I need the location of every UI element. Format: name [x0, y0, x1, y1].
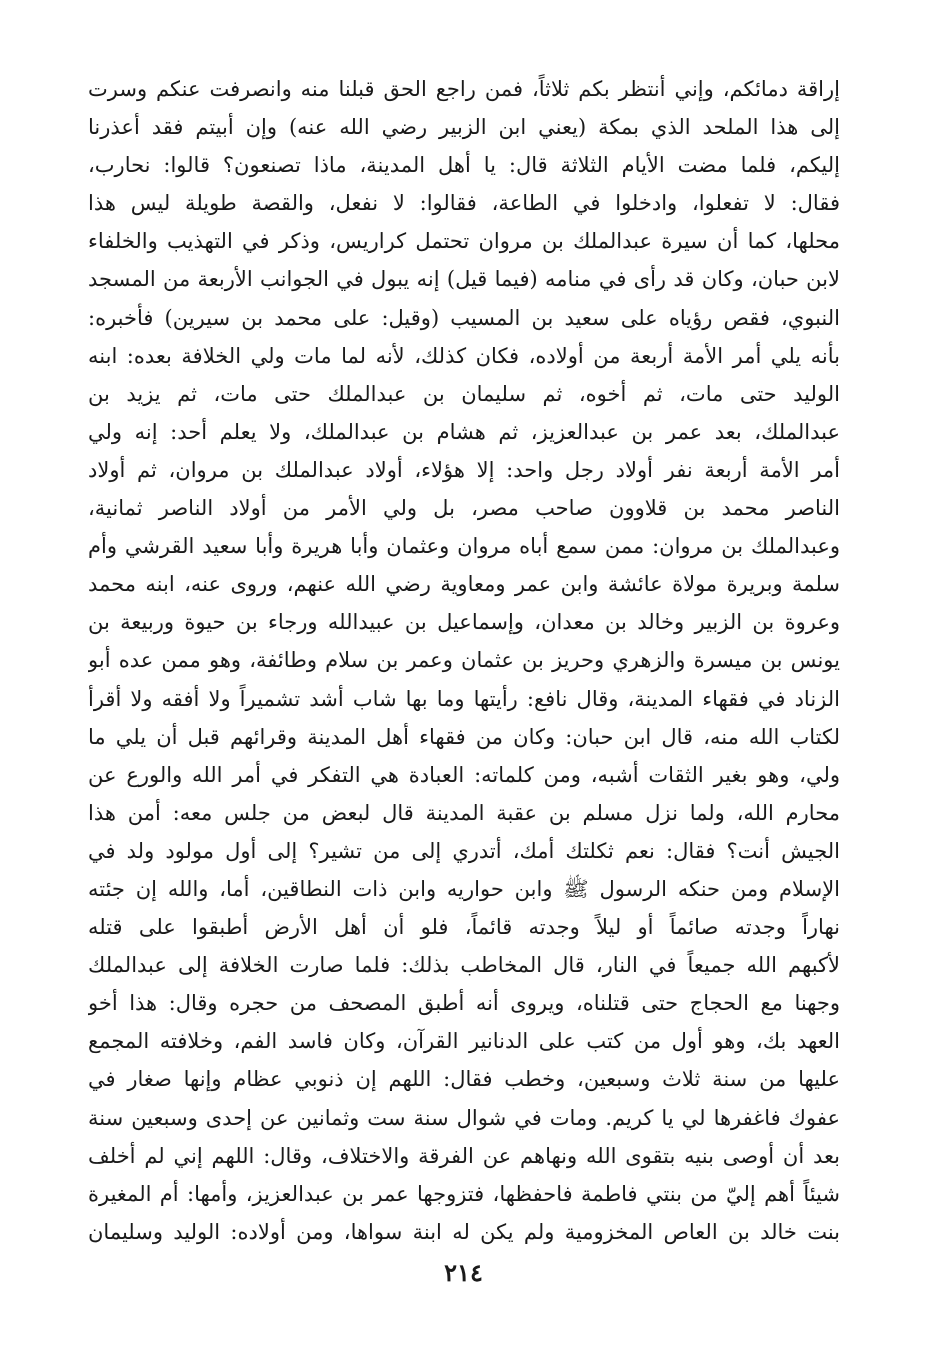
text-line: إراقة دمائكم، وإني أنتظر بكم ثلاثاً، فمن راجع الحق قبلنا منه وانصرفت عنكم وسرت: [88, 77, 840, 101]
text-line: الزناد في فقهاء المدينة، وقال نافع: رأيتها وما بها شاب أشد تشميراً ولا أفقه ولا أقرأ: [88, 686, 840, 711]
text-line: ولي، وهو بغير الثقات أشبه، ومن كلماته: العبادة هي التفكر في أمر الله والورع عن: [88, 762, 840, 787]
text-line: محلها، كما أن سيرة عبدالملك بن مروان تحتمل كراريس، وذكر في التهذيب والخلفاء: [88, 229, 840, 254]
text-line: أمر الأمة أربعة نفر أولاد رجل واحد: إلا هؤلاء، أولاد عبدالملك بن مروان، ثم أولاد: [88, 457, 840, 482]
text-line: الإسلام ومن حنكه الرسول ﷺ وابن حواريه وابن ذات النطاقين، أما، والله إن جئته: [88, 876, 840, 901]
text-line: الناصر محمد بن قلاوون صاحب مصر، بل ولي الأمر من أولاد الناصر ثمانية،: [88, 496, 840, 521]
body-text: [88, 70, 840, 1251]
text-line: إليكم، فلما مضت الأيام الثلاثة قال: يا أهل المدينة، ماذا تصنعون؟ قالوا: نحارب،: [88, 153, 840, 178]
text-line: النبوي، فقص رؤياه على سعيد بن المسيب (وقيل: على محمد بن سيرين) فأخبره:: [88, 305, 840, 330]
text-line: العهد بك، وهو أول من كتب على الدنانير القرآن، وكان فاسد الفم، وخلافته المجمع: [88, 1029, 840, 1054]
text-line: بعد أن أوصى بنيه بتقوى الله ونهاهم عن الفرقة والاختلاف، وقال: اللهم إني لم أخلف: [88, 1143, 840, 1168]
text-line: عفوك فاغفرها لي يا كريم. ومات في شوال سنة ست وثمانين عن إحدى وسبعين سنة: [88, 1105, 840, 1130]
text-line: بأنه يلي أمر الأمة أربعة من أولاده، فكان كذلك، لأنه لما مات ولي الخلافة بعده: ابنه: [88, 343, 840, 368]
text-line: إلى هذا الملحد الذي بمكة (يعني ابن الزبير رضي الله عنه) وإن أبيتم فقد أعذرنا: [88, 115, 840, 140]
text-line: الجيش أنت؟ فقال: نعم ثكلتك أمك، أتدري إلى من تشير؟ إلى أول مولود ولد في: [88, 838, 840, 863]
text-line: محارم الله، ولما نزل مسلم بن عقبة المدينة قال لبعض من جلس معه: أمن هذا: [88, 800, 840, 825]
text-line: وعبدالملك بن مروان: ممن سمع أباه مروان وعثمان وأبا هريرة وأبا سعيد القرشي وأم: [88, 534, 840, 559]
text-line: سلمة وبريرة مولاة عائشة وابن عمر ومعاوية رضي الله عنهم، وروى عنه، ابنه محمد: [88, 572, 840, 597]
text-line: عبدالملك، بعد عمر بن عبدالعزيز، ثم هشام بن عبدالملك، ولا يعلم أحد: إنه ولي: [88, 419, 840, 444]
text-line: لأكبهم الله جميعاً في النار، قال المخاطب بذلك: فلما صارت الخلافة إلى عبدالملك: [88, 953, 840, 978]
text-line: لكتاب الله منه، قال ابن حبان: وكان من فقهاء أهل المدينة وقرائهم قبل أن يلي ما: [88, 724, 840, 749]
text-line: نهاراً وجدته صائماً أو ليلاً وجدته قائماً، فلو أن أهل الأرض أطبقوا على قتله: [88, 915, 840, 940]
text-line: وعروة بن الزبير وخالد بن معدان، وإسماعيل بن عبيدالله ورجاء بن حيوة وربيعة بن: [88, 610, 840, 635]
text-line: وجهنا مع الحجاج حتى قتلناه، ويروى أنه أطبق المصحف من حجره وقال: هذا أخو: [88, 991, 840, 1016]
text-line: يونس بن ميسرة والزهري وحريز بن عثمان وعمر بن سلام وطائفة، وهو ممن عده أبو: [88, 648, 840, 673]
text-line: بنت خالد بن العاص المخزومية ولم يكن له ابنة سواها، ومن أولاده: الوليد وسليمان: [88, 1219, 840, 1244]
text-line: الوليد حتى مات، ثم أخوه، ثم سليمان بن عبدالملك حتى مات، ثم يزيد بن: [88, 381, 840, 406]
text-line: لابن حبان، وكان قد رأى في منامه (فيما قيل) إنه يبول في الجوانب الأربعة من المسجد: [88, 267, 840, 292]
text-line: شيئاً أهم إليّ من بنتي فاطمة فاحفظها، فتزوجها عمر بن عبدالعزيز، وأمها: أم المغيرة: [88, 1181, 840, 1206]
text-line: عليها من سنة ثلاث وسبعين، وخطب فقال: اللهم إن ذنوبي عظام وإنها صغار في: [88, 1067, 840, 1092]
page-number: ٢١٤: [444, 1258, 483, 1287]
text-line: فقال: لا تفعلوا، وادخلوا في الطاعة، فقالوا: لا نفعل، والقصة طويلة ليس هذا: [88, 191, 840, 216]
